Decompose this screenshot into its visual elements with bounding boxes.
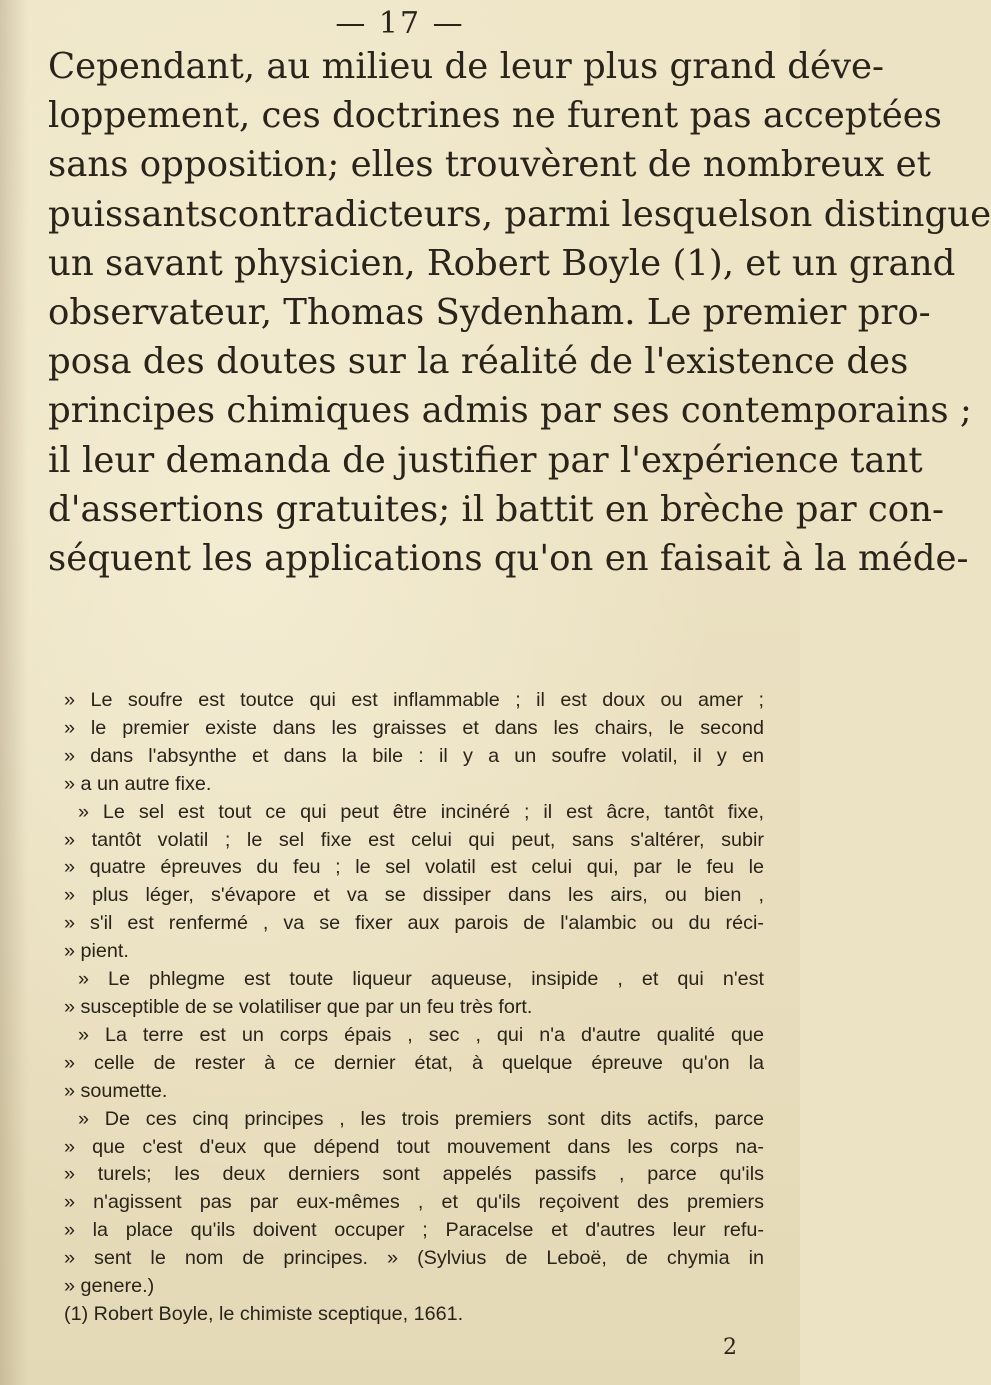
footnote-line: » soumette. [64,1079,168,1102]
footnote-line: » le premier existe dans les graisses et dans les chairs, le second [64,716,764,739]
footnote-line: » De ces cinq principes , les trois premiers sont dits actifs, parce [78,1107,764,1130]
footnote-line: » Le phlegme est toute liqueur aqueuse, insipide , et qui n'est [78,968,764,991]
footnote-line: » la place qu'ils doivent occuper ; Paracelse et d'autres leur refu- [64,1219,764,1242]
text-line: observateur, Thomas Sydenham. Le premier pro- [48,292,931,334]
footnote-line: » dans l'absynthe et dans la bile : il y a un soufre volatil, il y en [64,744,764,767]
footnote-line: » celle de rester à ce dernier état, à quelque épreuve qu'on la [64,1051,764,1074]
text-line: puissantscontradicteurs, parmi lesquelson distingue [48,193,991,235]
footnote-reference-line: (1) Robert Boyle, le chimiste sceptique, 1661. [64,1302,464,1325]
footnote-line: » turels; les deux derniers sont appelés passifs , parce qu'ils [64,1163,764,1186]
text-line: il leur demanda de justifier par l'expérience tant [48,439,923,481]
text-line: un savant physicien, Robert Boyle (1), et un grand [48,242,956,284]
footnote-line: » genere.) [64,1275,155,1298]
footnote-line: » Le soufre est toutce qui est inflammable ; il est doux ou amer ; [64,689,764,711]
footnote-line: » tantôt volatil ; le sel fixe est celui qui peut, sans s'altérer, subir [64,828,764,851]
footnote-line: » quatre épreuves du feu ; le sel volatil est celui qui, par le feu le [64,856,764,879]
text-line: posa des doutes sur la réalité de l'existence des [48,341,909,383]
footnote-line: » La terre est un corps épais , sec , qui n'a d'autre qualité que [78,1023,764,1046]
page-gutter-shadow [0,0,28,1385]
text-line: sans opposition; elles trouvèrent de nombreux et [48,144,931,186]
signature-mark: 2 [723,1335,737,1360]
text-line: principes chimiques admis par ses contemporains ; [48,390,972,432]
footnote-block [64,687,764,1329]
footnote-line: » que c'est d'eux que dépend tout mouvement dans les corps na- [64,1135,764,1158]
main-paragraph [48,42,991,583]
text-line: d'assertions gratuites; il battit en brèche par con- [48,488,944,530]
footnote-line: » Le sel est tout ce qui peut être incinéré ; il est âcre, tantôt fixe, [78,800,764,823]
footnote-line: » n'agissent pas par eux-mêmes , et qu'ils reçoivent des premiers [64,1191,764,1214]
text-line: loppement, ces doctrines ne furent pas acceptées [48,95,943,137]
footnote-line: » s'il est renfermé , va se fixer aux parois de l'alambic ou du réci- [64,912,764,935]
footnote-line: » susceptible de se volatiliser que par un feu très fort. [64,995,533,1018]
text-line: séquent les applications qu'on en faisait à la méde- [48,538,969,580]
page-number-header: — 17 — [335,6,465,41]
footnote-line: » pient. [64,940,129,963]
footnote-line: » a un autre fixe. [64,772,212,795]
text-line: Cependant, au milieu de leur plus grand déve- [48,46,885,87]
footnote-line: » plus léger, s'évapore et va se dissiper dans les airs, ou bien , [64,884,764,907]
footnote-line: » sent le nom de principes. » (Sylvius de Leboë, de chymia in [64,1247,764,1270]
